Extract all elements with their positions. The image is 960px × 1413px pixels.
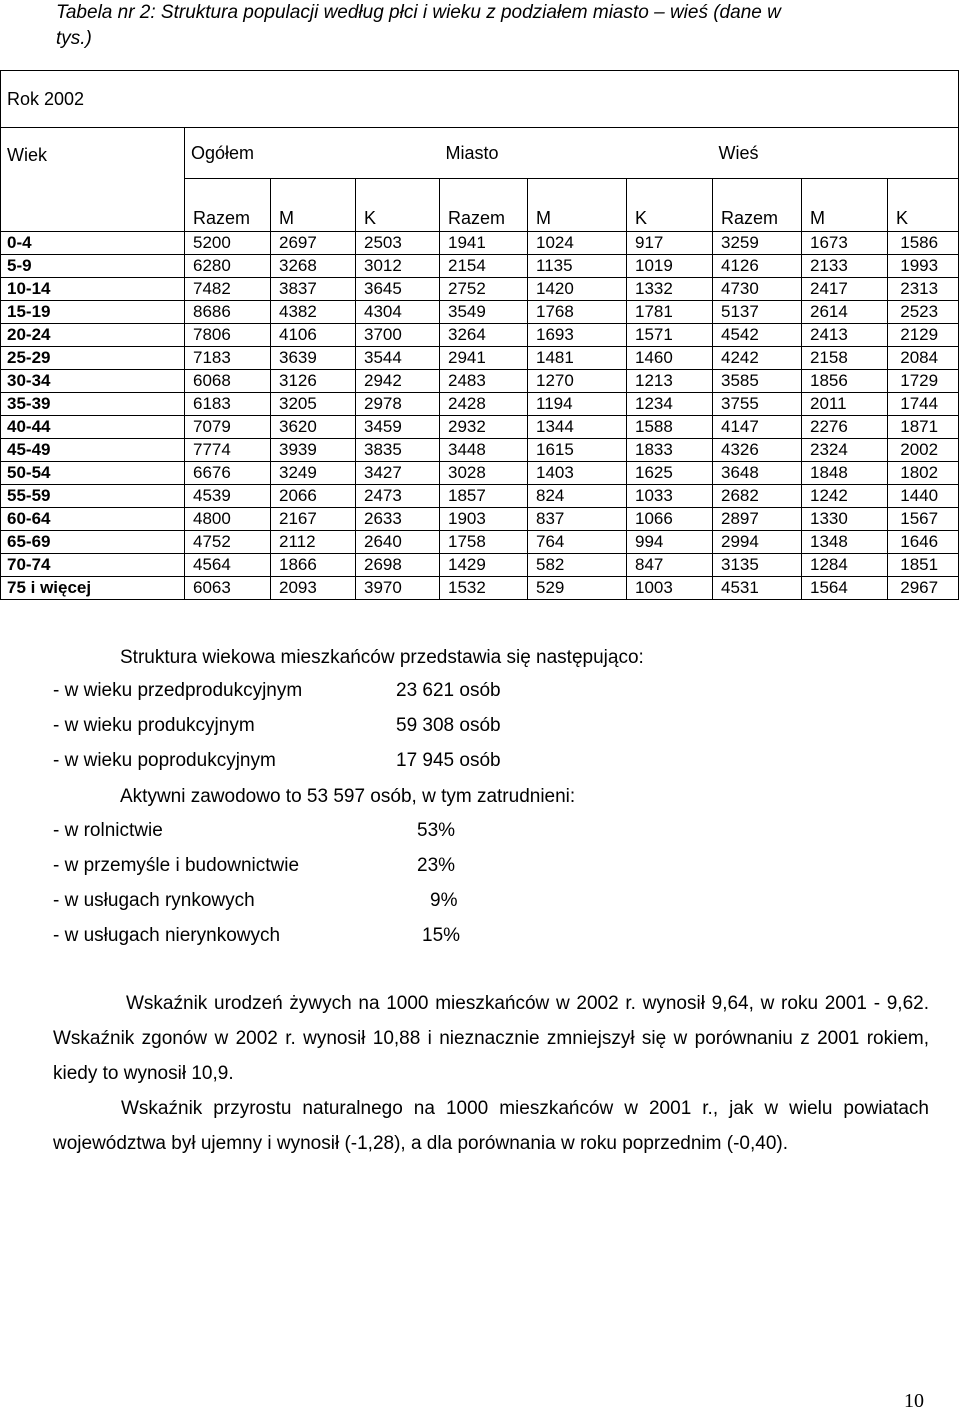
value-cell: 4326 <box>713 439 802 462</box>
value-cell: 1066 <box>627 508 713 531</box>
table-row <box>1 508 959 531</box>
table-row <box>1 577 959 600</box>
value-cell: 1213 <box>627 370 713 393</box>
value-cell: 2698 <box>356 554 440 577</box>
value-cell: 1693 <box>528 324 627 347</box>
age-group-cell: 20-24 <box>1 324 185 347</box>
sub-header-cell: Razem <box>440 179 528 232</box>
value-cell: 1588 <box>627 416 713 439</box>
value-cell: 2093 <box>271 577 356 600</box>
age-group-cell: 25-29 <box>1 347 185 370</box>
value-cell: 3639 <box>271 347 356 370</box>
item-label: - w rolnictwie <box>53 820 163 841</box>
age-group-cell: 50-54 <box>1 462 185 485</box>
value-cell: 1768 <box>528 301 627 324</box>
value-cell: 847 <box>627 554 713 577</box>
value-cell: 3268 <box>271 255 356 278</box>
value-cell: 3259 <box>713 232 802 255</box>
value-cell: 2523 <box>888 301 959 324</box>
value-cell: 6280 <box>185 255 271 278</box>
value-cell: 8686 <box>185 301 271 324</box>
age-group-cell: 70-74 <box>1 554 185 577</box>
paragraph-natural-growth: Wskaźnik przyrostu naturalnego na 1000 mieszkańców w 2001 r., jak w wielu powiatach województwa był ujemny i wynosił (-1,28), a dla porównania w roku poprzednim (-0,40). <box>53 1098 929 1154</box>
value-cell: 1284 <box>802 554 888 577</box>
value-cell: 2428 <box>440 393 528 416</box>
item-value: 59 308 osób <box>396 715 501 736</box>
value-cell: 7774 <box>185 439 271 462</box>
value-cell: 1866 <box>271 554 356 577</box>
value-cell: 1344 <box>528 416 627 439</box>
population-table <box>0 70 959 600</box>
age-group-cell: 35-39 <box>1 393 185 416</box>
value-cell: 1856 <box>802 370 888 393</box>
table-caption <box>56 0 936 52</box>
sub-header-cell: M <box>528 179 627 232</box>
header-ogolem: Ogółem <box>185 128 440 179</box>
age-structure-intro: Struktura wiekowa mieszkańców przedstawia się następująco: <box>120 647 644 668</box>
value-cell: 1758 <box>440 531 528 554</box>
item-label: - w wieku przedprodukcyjnym <box>53 680 303 701</box>
value-cell: 2084 <box>888 347 959 370</box>
value-cell: 2133 <box>802 255 888 278</box>
value-cell: 1673 <box>802 232 888 255</box>
value-cell: 1242 <box>802 485 888 508</box>
value-cell: 5137 <box>713 301 802 324</box>
value-cell: 2066 <box>271 485 356 508</box>
age-group-cell: 30-34 <box>1 370 185 393</box>
value-cell: 4539 <box>185 485 271 508</box>
sub-header-cell: Razem <box>185 179 271 232</box>
value-cell: 1024 <box>528 232 627 255</box>
value-cell: 2633 <box>356 508 440 531</box>
sub-header-cell: M <box>802 179 888 232</box>
age-group-cell: 5-9 <box>1 255 185 278</box>
value-cell: 4564 <box>185 554 271 577</box>
value-cell: 3544 <box>356 347 440 370</box>
item-label: - w przemyśle i budownictwie <box>53 855 300 876</box>
age-structure-item <box>53 680 501 702</box>
table-row <box>1 439 959 462</box>
value-cell: 1429 <box>440 554 528 577</box>
item-value: 23 621 osób <box>396 680 501 701</box>
value-cell: 2897 <box>713 508 802 531</box>
value-cell: 4382 <box>271 301 356 324</box>
value-cell: 764 <box>528 531 627 554</box>
page-number: 10 <box>904 1390 924 1412</box>
item-value: 17 945 osób <box>396 750 501 771</box>
value-cell: 3448 <box>440 439 528 462</box>
table-row <box>1 232 959 255</box>
value-cell: 7079 <box>185 416 271 439</box>
value-cell: 5200 <box>185 232 271 255</box>
sub-header-cell: K <box>888 179 959 232</box>
table-row <box>1 370 959 393</box>
value-cell: 2941 <box>440 347 528 370</box>
paragraph-birth-death-rates: Wskaźnik urodzeń żywych na 1000 mieszkańców w 2002 r. wynosił 9,64, w roku 2001 - 9,62. Wskaźnik zgonów w 2002 r. wynosił 10,88 i nieznacznie zmniejszył się w porównaniu z 2001 rokiem, kiedy to wynosił 10,9. <box>53 993 929 1084</box>
value-cell: 1332 <box>627 278 713 301</box>
item-value: 9% <box>430 890 458 911</box>
table-row <box>1 531 959 554</box>
age-structure-item <box>53 715 501 737</box>
value-cell: 837 <box>528 508 627 531</box>
caption-line-2: tys.) <box>56 28 92 49</box>
value-cell: 4730 <box>713 278 802 301</box>
table-row <box>1 278 959 301</box>
value-cell: 2154 <box>440 255 528 278</box>
value-cell: 4242 <box>713 347 802 370</box>
value-cell: 582 <box>528 554 627 577</box>
value-cell: 2313 <box>888 278 959 301</box>
value-cell: 3459 <box>356 416 440 439</box>
age-group-cell: 65-69 <box>1 531 185 554</box>
value-cell: 4304 <box>356 301 440 324</box>
value-cell: 1781 <box>627 301 713 324</box>
value-cell: 1941 <box>440 232 528 255</box>
value-cell: 3427 <box>356 462 440 485</box>
value-cell: 824 <box>528 485 627 508</box>
value-cell: 1135 <box>528 255 627 278</box>
value-cell: 6068 <box>185 370 271 393</box>
value-cell: 917 <box>627 232 713 255</box>
value-cell: 1833 <box>627 439 713 462</box>
value-cell: 1532 <box>440 577 528 600</box>
caption-line-1: Tabela nr 2: Struktura populacji według płci i wieku z podziałem miasto – wieś (dane w <box>56 2 781 23</box>
value-cell: 2129 <box>888 324 959 347</box>
table-row <box>1 554 959 577</box>
value-cell: 2967 <box>888 577 959 600</box>
value-cell: 3028 <box>440 462 528 485</box>
value-cell: 1481 <box>528 347 627 370</box>
table-row <box>1 255 959 278</box>
value-cell: 1234 <box>627 393 713 416</box>
value-cell: 3126 <box>271 370 356 393</box>
header-age <box>1 128 185 232</box>
value-cell: 1440 <box>888 485 959 508</box>
value-cell: 2276 <box>802 416 888 439</box>
value-cell: 2002 <box>888 439 959 462</box>
value-cell: 1460 <box>627 347 713 370</box>
value-cell: 1033 <box>627 485 713 508</box>
employment-item <box>53 925 461 947</box>
value-cell: 994 <box>627 531 713 554</box>
header-wies: Wieś <box>713 128 959 179</box>
value-cell: 6183 <box>185 393 271 416</box>
value-cell: 2697 <box>271 232 356 255</box>
employment-item <box>53 855 456 877</box>
table-row <box>1 462 959 485</box>
table-row <box>1 324 959 347</box>
value-cell: 3648 <box>713 462 802 485</box>
value-cell: 1019 <box>627 255 713 278</box>
value-cell: 3700 <box>356 324 440 347</box>
value-cell: 1003 <box>627 577 713 600</box>
sub-header-cell: M <box>271 179 356 232</box>
age-group-cell: 0-4 <box>1 232 185 255</box>
value-cell: 3012 <box>356 255 440 278</box>
value-cell: 3837 <box>271 278 356 301</box>
value-cell: 1802 <box>888 462 959 485</box>
sub-header-cell: K <box>627 179 713 232</box>
value-cell: 1871 <box>888 416 959 439</box>
value-cell: 3249 <box>271 462 356 485</box>
value-cell: 1270 <box>528 370 627 393</box>
value-cell: 4147 <box>713 416 802 439</box>
value-cell: 3755 <box>713 393 802 416</box>
value-cell: 1586 <box>888 232 959 255</box>
table-row <box>1 485 959 508</box>
value-cell: 1848 <box>802 462 888 485</box>
age-group-cell: 75 i więcej <box>1 577 185 600</box>
item-label: - w wieku produkcyjnym <box>53 715 255 736</box>
value-cell: 1571 <box>627 324 713 347</box>
table-row <box>1 393 959 416</box>
value-cell: 1615 <box>528 439 627 462</box>
value-cell: 3264 <box>440 324 528 347</box>
value-cell: 529 <box>528 577 627 600</box>
value-cell: 2978 <box>356 393 440 416</box>
value-cell: 7806 <box>185 324 271 347</box>
age-group-cell: 10-14 <box>1 278 185 301</box>
value-cell: 2413 <box>802 324 888 347</box>
value-cell: 6063 <box>185 577 271 600</box>
header-miasto: Miasto <box>440 128 713 179</box>
value-cell: 4106 <box>271 324 356 347</box>
value-cell: 2932 <box>440 416 528 439</box>
age-structure-item <box>53 750 501 772</box>
table-body <box>1 232 959 600</box>
value-cell: 1567 <box>888 508 959 531</box>
item-value: 15% <box>422 925 461 946</box>
value-cell: 2682 <box>713 485 802 508</box>
value-cell: 4126 <box>713 255 802 278</box>
item-label: - w usługach rynkowych <box>53 890 255 911</box>
table-row <box>1 347 959 370</box>
value-cell: 3835 <box>356 439 440 462</box>
value-cell: 1420 <box>528 278 627 301</box>
item-value: 23% <box>417 855 456 876</box>
value-cell: 1330 <box>802 508 888 531</box>
sub-header-cell: Razem <box>713 179 802 232</box>
value-cell: 4542 <box>713 324 802 347</box>
employment-item <box>53 890 458 912</box>
value-cell: 2942 <box>356 370 440 393</box>
value-cell: 1851 <box>888 554 959 577</box>
value-cell: 6676 <box>185 462 271 485</box>
value-cell: 3205 <box>271 393 356 416</box>
value-cell: 3620 <box>271 416 356 439</box>
value-cell: 2640 <box>356 531 440 554</box>
value-cell: 3939 <box>271 439 356 462</box>
value-cell: 3585 <box>713 370 802 393</box>
table-row <box>1 301 959 324</box>
value-cell: 7482 <box>185 278 271 301</box>
value-cell: 1625 <box>627 462 713 485</box>
value-cell: 3135 <box>713 554 802 577</box>
age-group-cell: 15-19 <box>1 301 185 324</box>
value-cell: 7183 <box>185 347 271 370</box>
item-value: 53% <box>417 820 456 841</box>
value-cell: 2112 <box>271 531 356 554</box>
value-cell: 1348 <box>802 531 888 554</box>
employment-item <box>53 820 456 842</box>
value-cell: 1729 <box>888 370 959 393</box>
value-cell: 1744 <box>888 393 959 416</box>
age-group-cell: 45-49 <box>1 439 185 462</box>
table-row <box>1 416 959 439</box>
value-cell: 2417 <box>802 278 888 301</box>
value-cell: 1194 <box>528 393 627 416</box>
header-age-label: Wiek <box>7 144 47 165</box>
item-label: - w usługach nierynkowych <box>53 925 281 946</box>
year-label: Rok 2002 <box>1 71 959 128</box>
value-cell: 4531 <box>713 577 802 600</box>
value-cell: 2503 <box>356 232 440 255</box>
age-group-cell: 40-44 <box>1 416 185 439</box>
value-cell: 2483 <box>440 370 528 393</box>
value-cell: 2167 <box>271 508 356 531</box>
value-cell: 2752 <box>440 278 528 301</box>
value-cell: 1857 <box>440 485 528 508</box>
value-cell: 2324 <box>802 439 888 462</box>
value-cell: 3645 <box>356 278 440 301</box>
value-cell: 1993 <box>888 255 959 278</box>
value-cell: 2011 <box>802 393 888 416</box>
value-cell: 1903 <box>440 508 528 531</box>
year-row <box>1 71 959 128</box>
value-cell: 1564 <box>802 577 888 600</box>
value-cell: 2614 <box>802 301 888 324</box>
sub-header-cell: K <box>356 179 440 232</box>
value-cell: 1646 <box>888 531 959 554</box>
age-group-cell: 60-64 <box>1 508 185 531</box>
age-group-cell: 55-59 <box>1 485 185 508</box>
item-label: - w wieku poprodukcyjnym <box>53 750 276 771</box>
value-cell: 3549 <box>440 301 528 324</box>
value-cell: 4800 <box>185 508 271 531</box>
value-cell: 1403 <box>528 462 627 485</box>
value-cell: 2994 <box>713 531 802 554</box>
value-cell: 2158 <box>802 347 888 370</box>
value-cell: 3970 <box>356 577 440 600</box>
group-header-row <box>1 128 959 179</box>
employment-intro: Aktywni zawodowo to 53 597 osób, w tym zatrudnieni: <box>120 786 576 807</box>
value-cell: 2473 <box>356 485 440 508</box>
value-cell: 4752 <box>185 531 271 554</box>
